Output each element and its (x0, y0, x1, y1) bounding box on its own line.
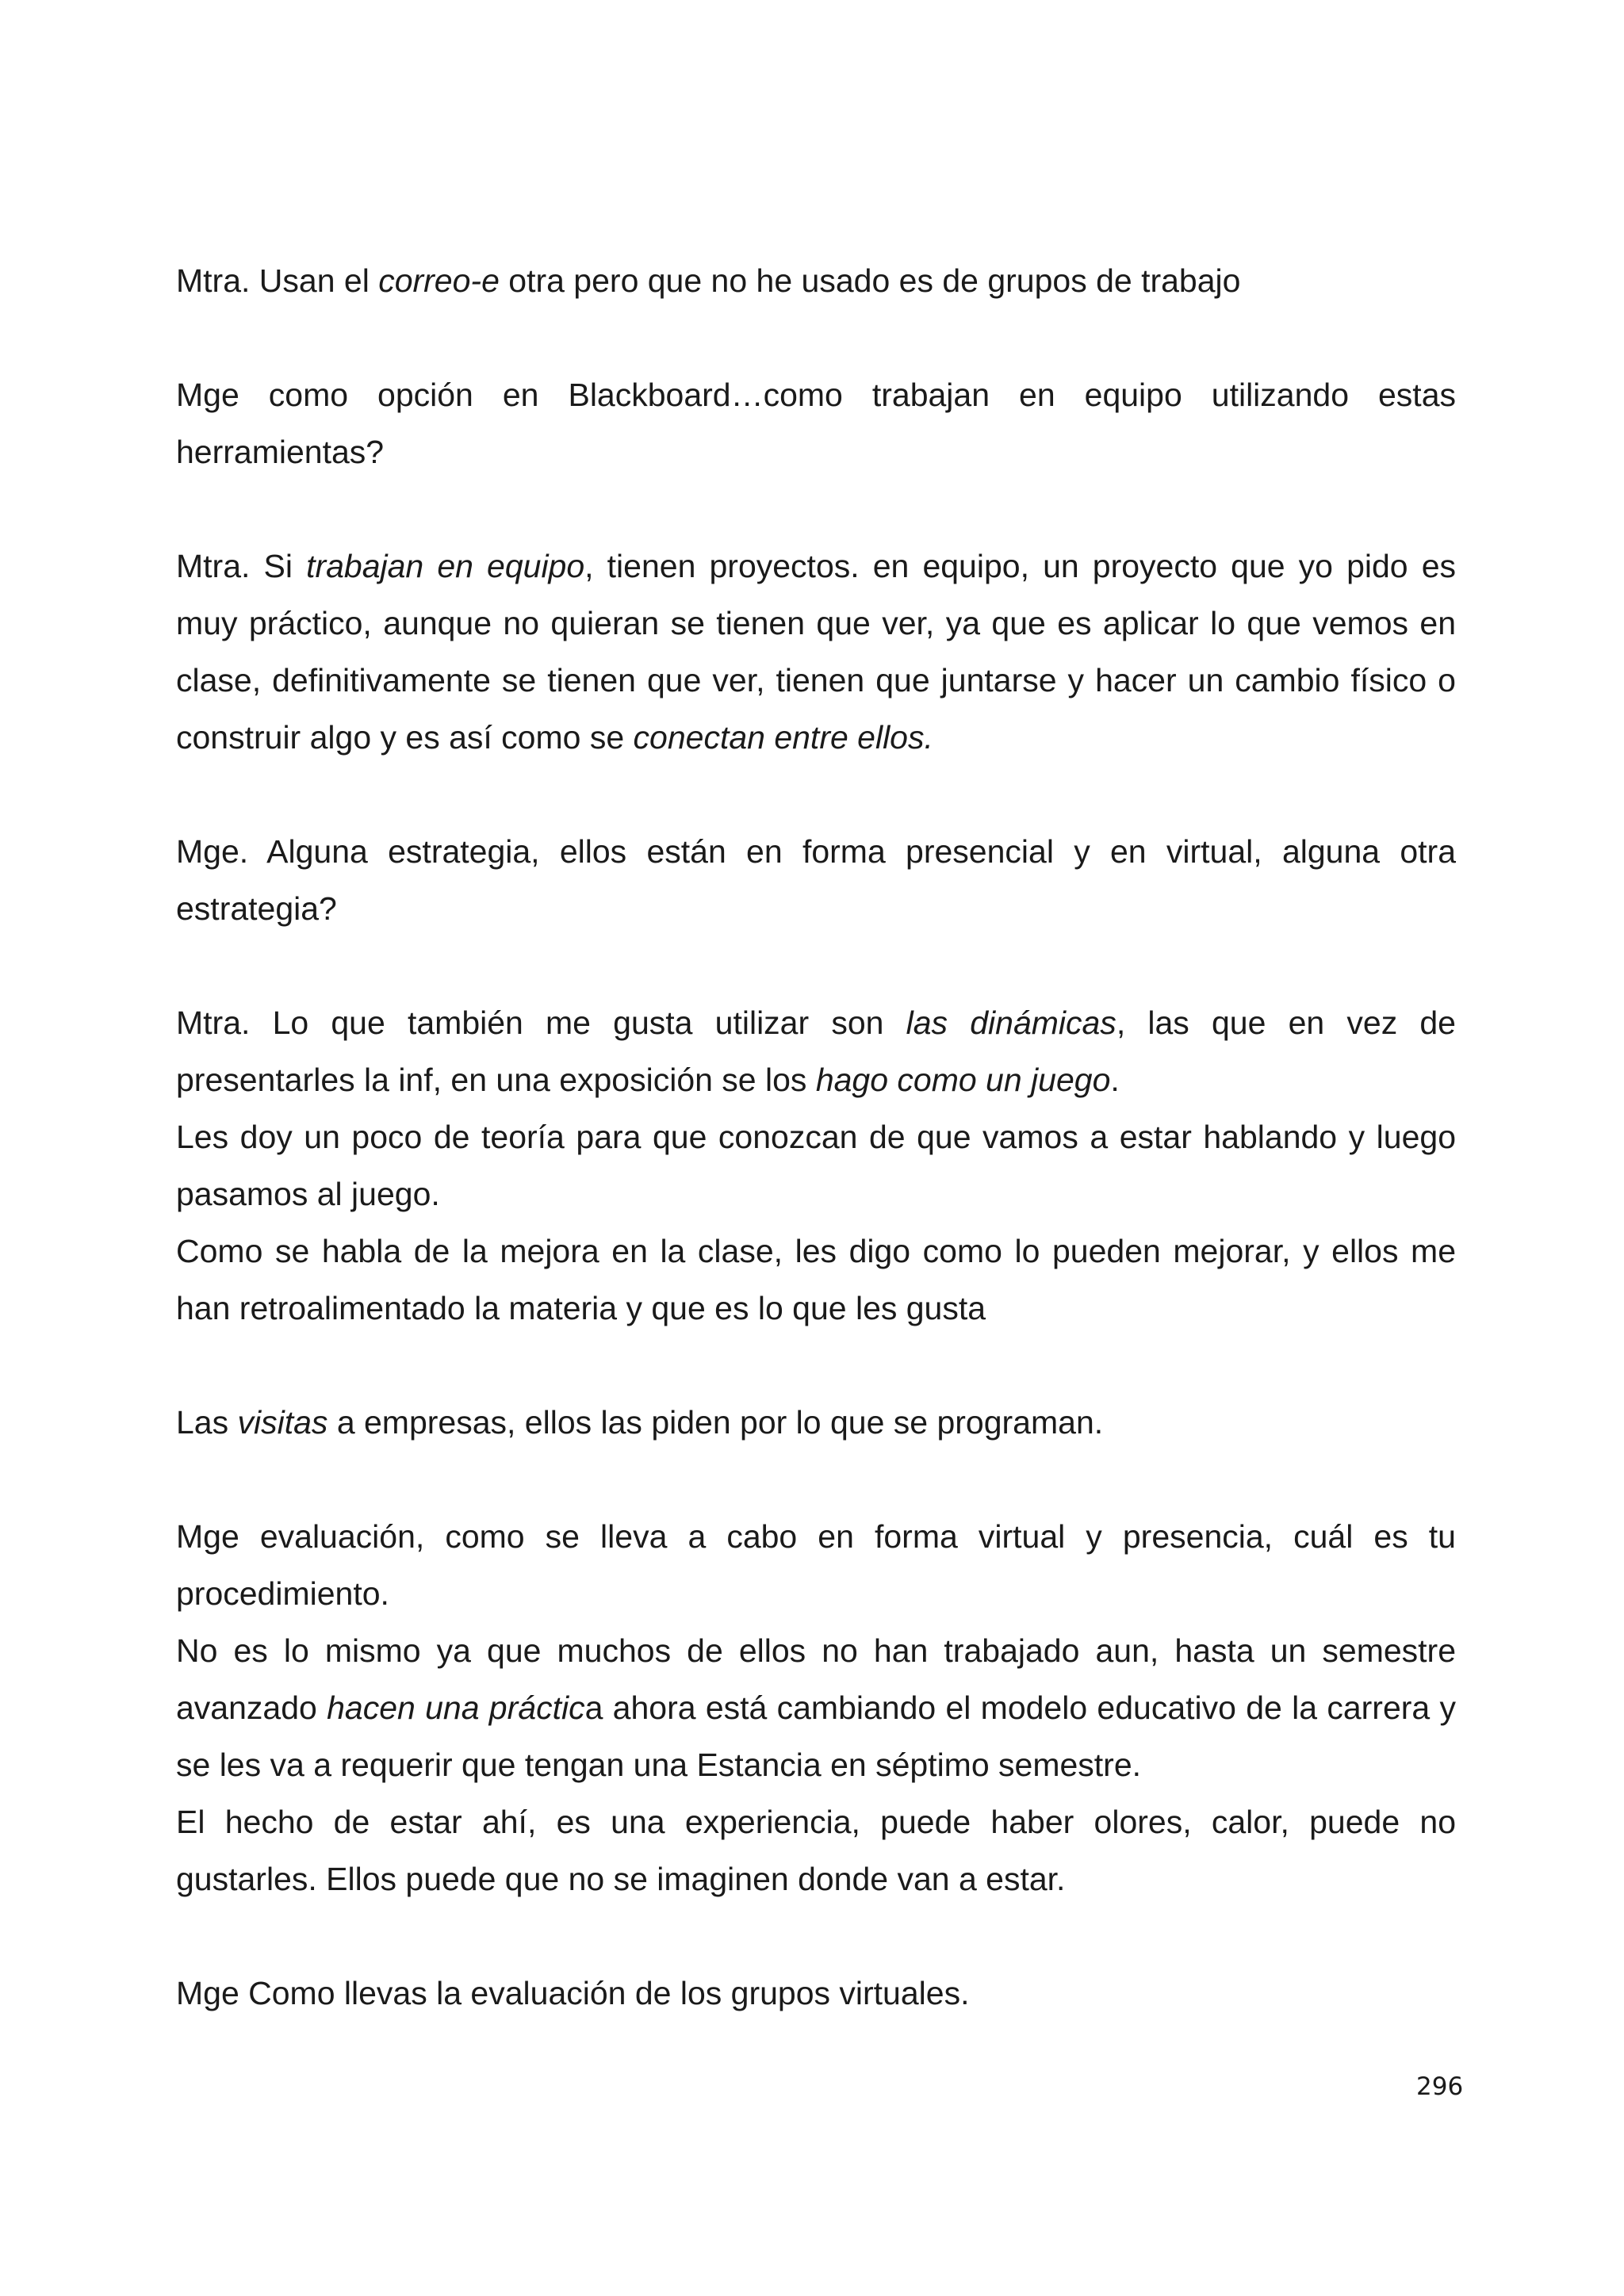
italic-text: trabajan en equipo (306, 548, 585, 584)
italic-text: visitas (237, 1404, 328, 1441)
text-run: Como se habla de la mejora en la clase, les digo como lo pueden mejorar, y ellos me han retroalimentado la materia y que es lo que les gusta (176, 1233, 1456, 1326)
paragraph-1 (176, 252, 1456, 309)
italic-text: conectan entre ellos. (633, 719, 933, 756)
paragraph-8 (176, 1394, 1456, 1451)
text-run: . (1110, 1062, 1120, 1098)
paragraph-9 (176, 1508, 1456, 1622)
text-run: , tienen proyectos. en equipo, un proyecto que yo pido es muy práctico, aunque no quieran se tienen que ver, ya que es aplicar lo que vemos en clase, definitivamente se tienen que ver, tienen que juntarse y hacer un cambio físico o construir algo y es así como se (176, 548, 1456, 756)
paragraph-10 (176, 1622, 1456, 1793)
paragraph-4 (176, 823, 1456, 937)
text-run: Mge Como llevas la evaluación de los grupos virtuales. (176, 1975, 970, 2011)
italic-text: hacen una práctic (327, 1689, 585, 1726)
text-run: Las (176, 1404, 238, 1441)
paragraph-3 (176, 538, 1456, 766)
paragraph-12 (176, 1965, 1456, 2022)
italic-text: correo-e (378, 262, 500, 299)
text-run: Mtra. Usan el (176, 262, 379, 299)
paragraph-6 (176, 1108, 1456, 1223)
text-run: Les doy un poco de teoría para que conozcan de que vamos a estar hablando y luego pasamos al juego. (176, 1119, 1456, 1212)
paragraph-2 (176, 366, 1456, 480)
italic-text: las dinámicas (906, 1004, 1116, 1041)
text-run: No es lo mismo ya que muchos de ellos no han trabajado aun, hasta un semestre avanzado (176, 1632, 1456, 1726)
text-run: Mtra. Lo que también me gusta utilizar son (176, 1004, 906, 1041)
paragraph-7 (176, 1223, 1456, 1337)
text-run: a empresas, ellos las piden por lo que se programan. (327, 1404, 1104, 1441)
paragraph-11 (176, 1793, 1456, 1908)
text-run: Mge como opción en Blackboard…como trabajan en equipo utilizando estas herramientas? (176, 377, 1456, 470)
text-run: Mge. Alguna estrategia, ellos están en forma presencial y en virtual, alguna otra estrategia? (176, 833, 1456, 927)
text-run: otra pero que no he usado es de grupos de trabajo (499, 262, 1241, 299)
italic-text: hago como un juego (815, 1062, 1111, 1098)
transcript-body (176, 252, 1456, 2079)
text-run: , las que en vez de presentarles la inf, en una exposición se los (176, 1004, 1456, 1098)
text-run: Mge evaluación, como se lleva a cabo en forma virtual y presencia, cuál es tu procedimiento. (176, 1518, 1456, 1612)
paragraph-5 (176, 994, 1456, 1108)
text-run: Mtra. Si (176, 548, 307, 584)
text-run: El hecho de estar ahí, es una experiencia, puede haber olores, calor, puede no gustarles. Ellos puede que no se imaginen donde van a estar. (176, 1804, 1456, 1897)
page-number: 296 (1416, 2072, 1464, 2101)
text-run: a ahora está cambiando el modelo educativo de la carrera y se les va a requerir que tengan una Estancia en séptimo semestre. (176, 1689, 1456, 1783)
